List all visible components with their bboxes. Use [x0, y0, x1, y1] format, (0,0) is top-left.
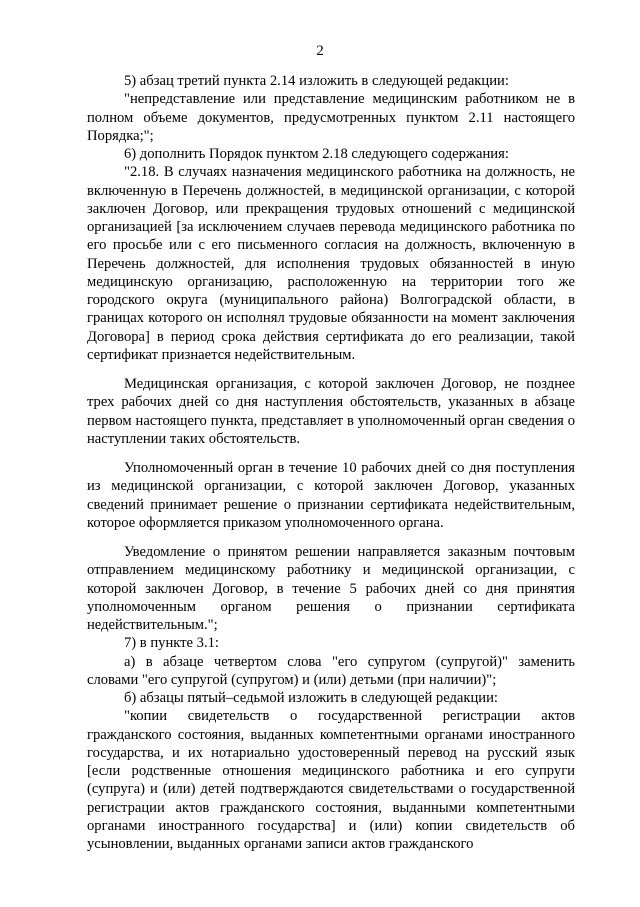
- paragraph: 7) в пункте 3.1:: [124, 635, 219, 652]
- paragraph: "2.18. В случаях назначения медицинского работника на должность, не включенную в Перечень должностей, в медицинской организации, с которой заключен Договор, или прекращения трудовых отношений с медицинской организацией [за исключением случаев перевода медицинского работника по его просьбе или с его письменного согласия на должность, включенную в Перечень должностей, для исполнения трудовых обязанностей в иную медицинскую организацию, расположенную на территории того же городского округа (муниципального района) Волгоградской области, в границах которого он исполнял трудовые обязанности на момент заключения Договора] в период срока действия сертификата до его реализации, такой сертификат признается недействительным.: [87, 164, 575, 363]
- paragraph: 5) абзац третий пункта 2.14 изложить в следующей редакции:: [124, 73, 509, 89]
- paragraph: 6) дополнить Порядок пунктом 2.18 следующего содержания:: [124, 146, 509, 162]
- paragraph: Медицинская организация, с которой заключен Договор, не позднее трех рабочих дней со дня наступления обстоятельств, указанных в абзаце первом настоящего пункта, представляет в уполномоченный орган сведения о наступлении таких обстоятельств.: [87, 376, 575, 447]
- paragraph: б) абзацы пятый–седьмой изложить в следующей редакции:: [124, 690, 498, 706]
- paragraph: "копии свидетельств о государственной регистрации актов гражданского состояния, выданных компетентными органами иностранного государства, и их нотариально удостоверенный перевод на русский язык [если родственные отношения медицинского работника и его супруги (супруга) и (или) детей подтверждаются свидетельствами о государственной регистрации актов гражданского состояния, выданными компетентными органами иностранного государства] и (или) копии свидетельств об усыновлении, выданных органами записи актов гражданского: [87, 708, 575, 852]
- page-number: 2: [316, 43, 324, 59]
- paragraph: "непредставление или представление медицинским работником не в полном объеме документов, предусмотренных пунктом 2.11 настоящего Порядка;";: [87, 91, 575, 144]
- paragraph: а) в абзаце четвертом слова "его супругом (супругой)" заменить словами "его супругой (супругом) и (или) детьми (при наличии)";: [87, 653, 575, 688]
- paragraph: Уполномоченный орган в течение 10 рабочих дней со дня поступления из медицинской организации, с которой заключен Договор, указанных сведений принимает решение о признании сертификата недействительным, которое оформляется приказом уполномоченного органа.: [87, 460, 575, 531]
- document-body: [87, 72, 575, 853]
- paragraph: Уведомление о принятом решении направляется заказным почтовым отправлением медицинскому работнику и медицинской организации, с которой заключен Договор, в течение 5 рабочих дней со дня принятия уполномоченным органом решения о признании сертификата недействительным.";: [87, 544, 575, 633]
